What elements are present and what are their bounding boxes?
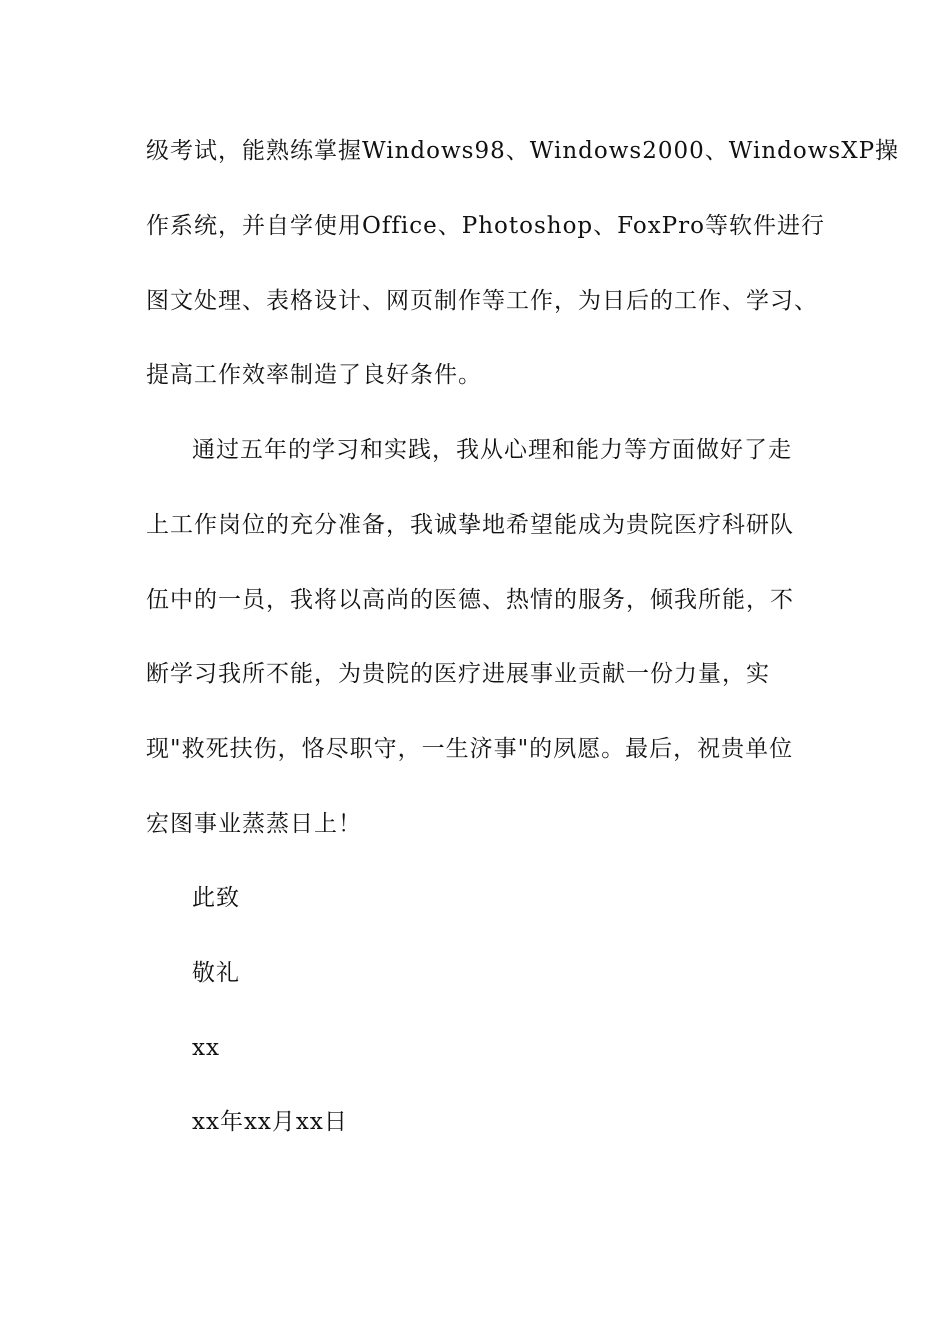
closing-date: xx年xx月xx日 (192, 1109, 348, 1135)
closing-salutation: 此致 (192, 885, 240, 911)
paragraph-1-line-3: 图文处理、表格设计、网页制作等工作，为日后的工作、学习、 (146, 288, 818, 314)
paragraph-1-line-1: 级考试，能熟练掌握Windows98、Windows2000、WindowsXP操 (146, 138, 900, 164)
closing-signature: xx (192, 1035, 220, 1061)
paragraph-2-line-2: 上工作岗位的充分准备，我诚挚地希望能成为贵院医疗科研队 (146, 512, 794, 538)
paragraph-1-line-2: 作系统，并自学使用Office、Photoshop、FoxPro等软件进行 (146, 213, 825, 239)
closing-regards: 敬礼 (192, 960, 240, 986)
paragraph-2-line-3: 伍中的一员，我将以高尚的医德、热情的服务，倾我所能，不 (146, 587, 794, 613)
paragraph-2-line-5: 现"救死扶伤，恪尽职守，一生济事"的夙愿。最后，祝贵单位 (146, 736, 794, 762)
paragraph-2-line-6: 宏图事业蒸蒸日上！ (146, 811, 362, 837)
paragraph-1-line-4: 提高工作效率制造了良好条件。 (146, 362, 482, 388)
paragraph-2-line-4: 断学习我所不能，为贵院的医疗进展事业贡献一份力量，实 (146, 661, 770, 687)
paragraph-2-line-1: 通过五年的学习和实践，我从心理和能力等方面做好了走 (192, 437, 792, 463)
